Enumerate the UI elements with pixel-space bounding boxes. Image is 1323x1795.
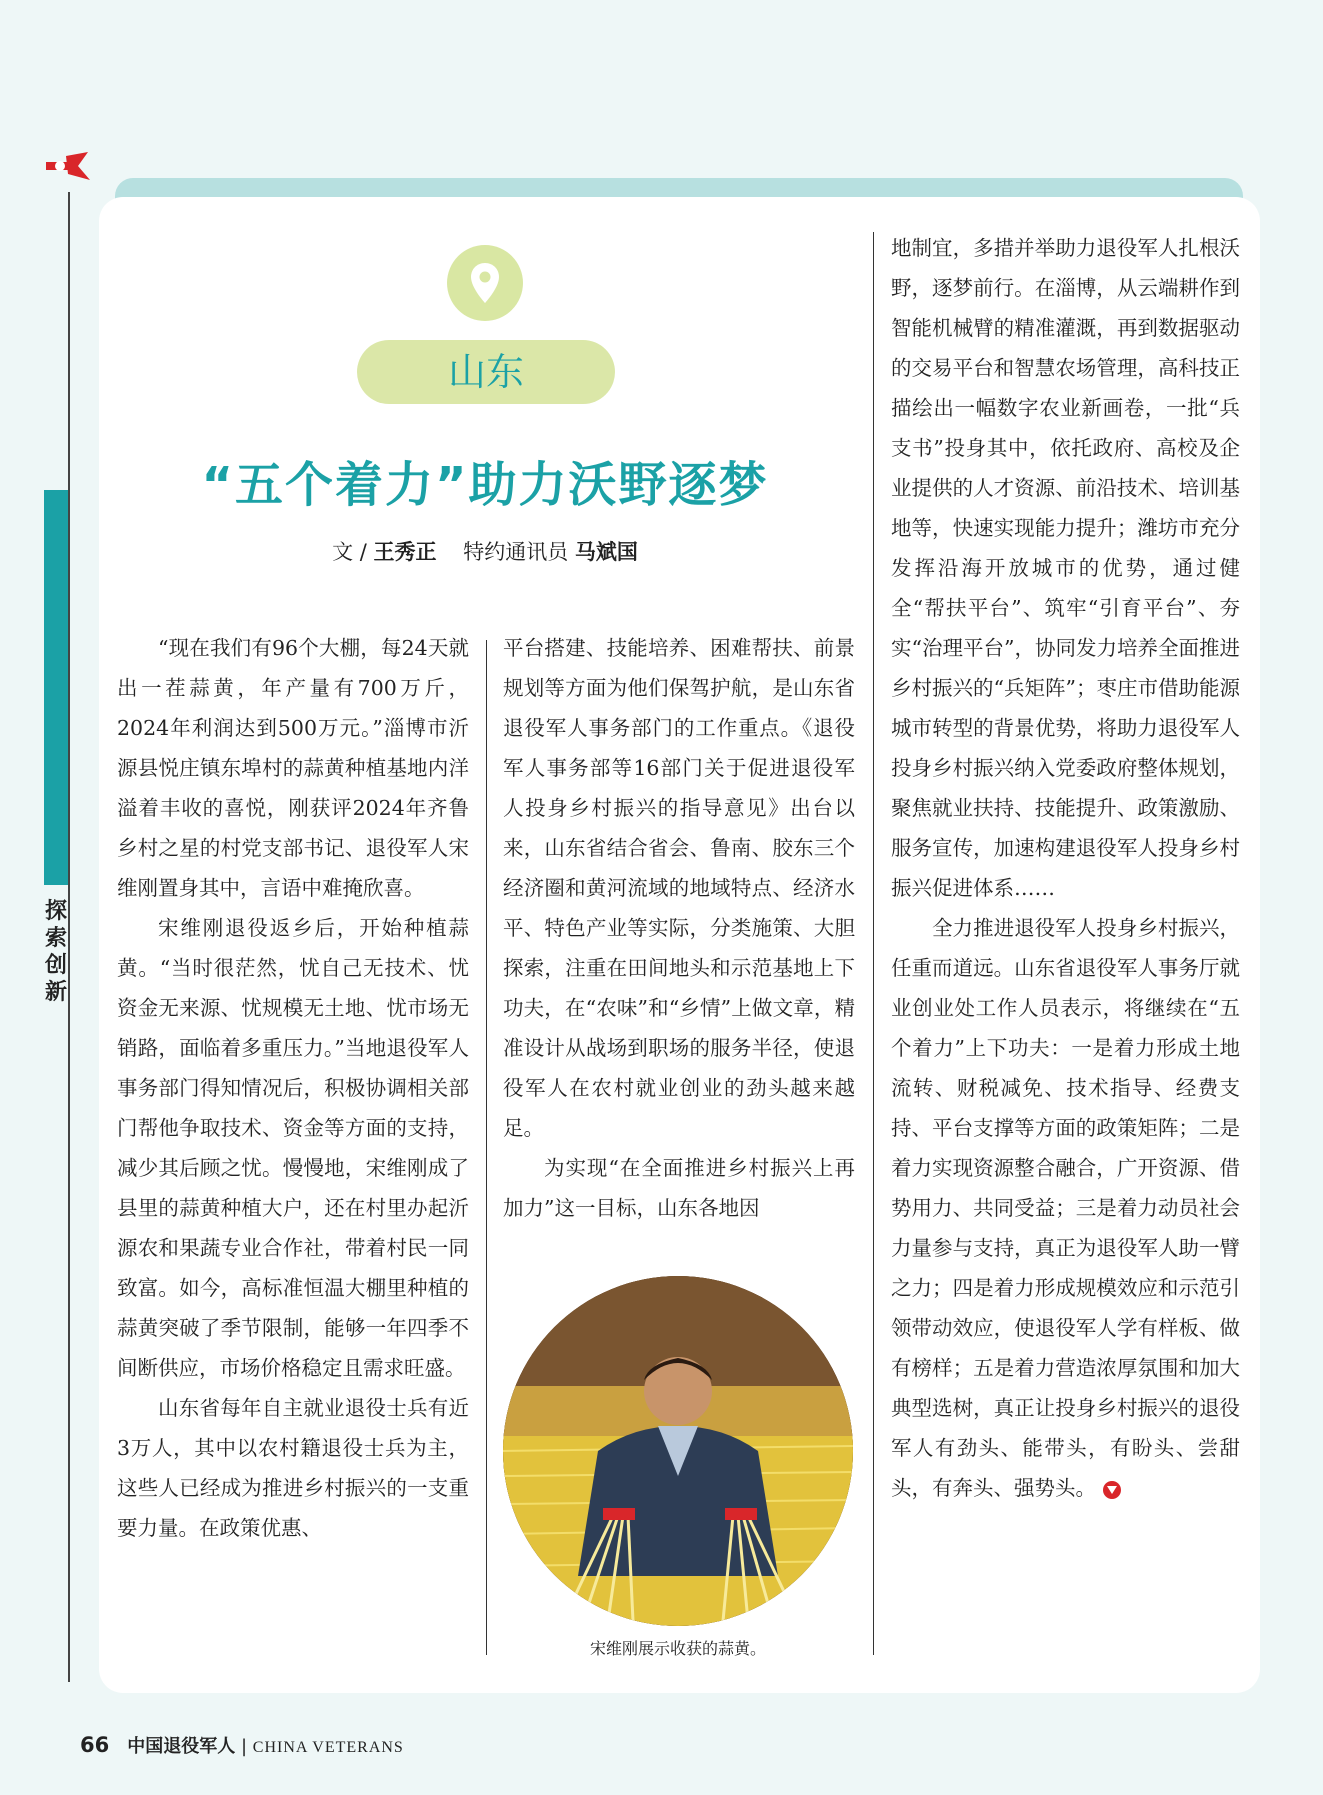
section-label: 探索创新 [44, 899, 67, 1005]
location-pin-icon [447, 245, 523, 321]
page-number: 66 [80, 1733, 110, 1757]
paragraph: 平台搭建、技能培养、困难帮扶、前景规划等方面为他们保驾护航，是山东省退役军人事务部门的工作重点。《退役军人事务部等16部门关于促进退役军人投身乡村振兴的指导意见》出台以来，山东省结合省会、鲁南、胶东三个经济圈和黄河流域的地域特点、经济水平、特色产业等实际，分类施策、大胆探索，注重在田间地头和示范基地上下功夫，在“农味”和“乡情”上做文章，精准设计从战场到职场的服务半径，使退役军人在农村就业创业的劲头越来越足。 [503, 636, 855, 1140]
paragraph: 宋维刚退役返乡后，开始种植蒜黄。“当时很茫然，忧自己无技术、忧资金无来源、忧规模无土地、忧市场无销路，面临着多重压力。”当地退役军人事务部门得知情况后，积极协调相关部门帮他争取技术、资金等方面的支持，减少其后顾之忧。慢慢地，宋维刚成了县里的蒜黄种植大户，还在村里办起沂源农和果蔬专业合作社，带着村民一同致富。如今，高标准恒温大棚里种植的蒜黄突破了季节限制，能够一年四季不间断供应，市场价格稳定且需求旺盛。 [117, 916, 469, 1380]
paragraph [891, 908, 1240, 1508]
paragraph: “现在我们有96个大棚，每24天就出一茬蒜黄，年产量有700万斤，2024年利润达到500万元。”淄博市沂源县悦庄镇东埠村的蒜黄种植基地内洋溢着丰收的喜悦，刚获评2024年齐鲁乡村之星的村党支部书记、退役军人宋维刚置身其中，言语中难掩欣喜。 [117, 636, 469, 900]
paragraph: 山东省每年自主就业退役士兵有近3万人，其中以农村籍退役士兵为主，这些人已经成为推进乡村振兴的一支重要力量。在政策优惠、 [117, 1396, 469, 1540]
photo-caption: 宋维刚展示收获的蒜黄。 [589, 1639, 766, 1658]
paragraph-text: 全力推进退役军人投身乡村振兴，任重而道远。山东省退役军人事务厅就业创业处工作人员表示，将继续在“五个着力”上下功夫：一是着力形成土地流转、财税减免、技术指导、经费支持、平台支撑等方面的政策矩阵；二是着力实现资源整合融合，广开资源、借势用力、共同受益；三是着力动员社会力量参与支持，真正为退役军人助一臂之力；四是着力形成规模效应和示范引领带动效应，使退役军人学有样板、做有榜样；五是着力营造浓厚氛围和加大典型选树，真正让投身乡村振兴的退役军人有劲头、能带头，有盼头、尝甜头，有奔头、强势头。 [891, 916, 1240, 1500]
article-column-2 [503, 628, 855, 1228]
article-column-3 [891, 228, 1240, 1508]
region-tag: 山东 [357, 340, 615, 404]
footer-separator: | [240, 1736, 248, 1757]
article-title: “五个着力”助力沃野逐梦 [201, 457, 769, 513]
paragraph: 地制宜，多措并举助力退役军人扎根沃野，逐梦前行。在淄博，从云端耕作到智能机械臂的精准灌溉，再到数据驱动的交易平台和智慧农场管理，高科技正描绘出一幅数字农业新画卷，一批“兵支书”投身其中，依托政府、高校及企业提供的人才资源、前沿技术、培训基地等，快速实现能力提升；潍坊市充分发挥沿海开放城市的优势，通过健全“帮扶平台”、筑牢“引育平台”、夯实“治理平台”，协同发力培养全面推进乡村振兴的“兵矩阵”；枣庄市借助能源城市转型的背景优势，将助力退役军人投身乡村振兴纳入党委政府整体规划，聚焦就业扶持、技能提升、政策激励、服务宣传，加速构建退役军人投身乡村振兴促进体系…… [891, 236, 1240, 900]
magazine-name-en: CHINA VETERANS [252, 1739, 404, 1756]
byline-prefix: 文 / [332, 540, 374, 564]
paragraph: 为实现“在全面推进乡村振兴上再加力”这一目标，山东各地因 [503, 1156, 855, 1220]
column-divider [873, 232, 874, 1655]
magazine-logo-icon [44, 150, 94, 184]
end-mark-icon [1103, 1481, 1121, 1499]
byline-author: 王秀正 [373, 540, 437, 564]
article-photo [503, 1276, 853, 1626]
column-divider [486, 640, 487, 1655]
page-footer [80, 1732, 404, 1758]
section-accent-bar [44, 490, 68, 885]
magazine-name-cn: 中国退役军人 [127, 1736, 236, 1757]
article-column-1 [117, 628, 469, 1548]
byline-correspondent: 马斌国 [574, 540, 638, 564]
byline-role: 特约通讯员 [463, 540, 569, 564]
byline [120, 536, 850, 566]
